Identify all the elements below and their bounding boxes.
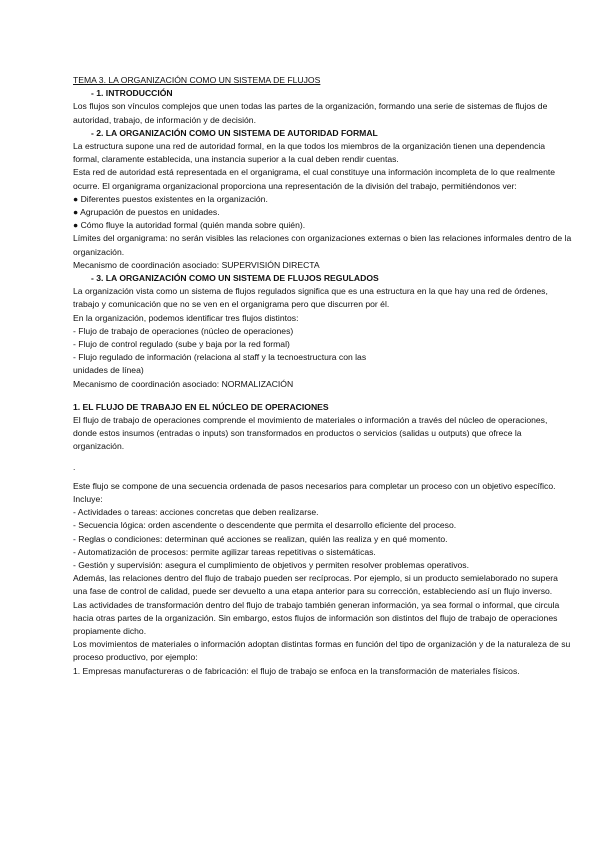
section-2-bullet-1: ● Diferentes puestos existentes en la organización. (73, 193, 268, 204)
section-4-list-item-5: - Gestión y supervisión: asegura el cumplimiento de objetivos y permiten resolver problemas operativos. (73, 559, 469, 570)
section-2-bullet-3: ● Cómo fluye la autoridad formal (quién manda sobre quién). (73, 220, 306, 231)
section-3-heading: - 3. LA ORGANIZACIÓN COMO UN SISTEMA DE FLUJOS REGULADOS (91, 273, 379, 284)
section-2-paragraph-2: Esta red de autoridad está representada en el organigrama, el cual constituye una información incompleta de lo que realmente ocurre. El organigrama organizacional proporciona una representación de la división del trabajo, permitiéndonos ver: (73, 167, 556, 191)
section-4-paragraph-2: Este flujo se compone de una secuencia ordenada de pasos necesarios para completar un proceso con un objetivo específico. Incluye: (73, 480, 556, 504)
section-4-list-item-1: - Actividades o tareas: acciones concretas que deben realizarse. (73, 507, 319, 518)
section-4-dot: . (73, 461, 76, 472)
section-2-bullet-2: ● Agrupación de puestos en unidades. (73, 207, 220, 218)
section-1-paragraph: Los flujos son vínculos complejos que unen todas las partes de la organización, formando una serie de sistemas de flujos de autoridad, trabajo, de información y de decisión. (73, 101, 548, 125)
section-4-heading: 1. EL FLUJO DE TRABAJO EN EL NÚCLEO DE OPERACIONES (73, 401, 329, 412)
section-4-paragraph-1: El flujo de trabajo de operaciones comprende el movimiento de materiales o información a través del núcleo de operaciones, donde estos insumos (entradas o inputs) son transformados en productos o servicios (salidas u outputs) que ofrece la organización. (73, 415, 548, 452)
section-2-heading: - 2. LA ORGANIZACIÓN COMO UN SISTEMA DE AUTORIDAD FORMAL (91, 127, 378, 138)
section-2-paragraph-3: Límites del organigrama: no serán visibles las relaciones con organizaciones externas o bien las relaciones informales dentro de la organización. (73, 233, 572, 257)
document-title: TEMA 3. LA ORGANIZACIÓN COMO UN SISTEMA DE FLUJOS (73, 75, 321, 85)
section-3-list-item-1: - Flujo de trabajo de operaciones (núcleo de operaciones) (73, 325, 294, 336)
section-3-list-item-3: - Flujo regulado de información (relaciona al staff y la tecnoestructura con las (73, 352, 367, 363)
section-2-mechanism: Mecanismo de coordinación asociado: SUPERVISIÓN DIRECTA (73, 259, 320, 270)
section-4-paragraph-5: Los movimientos de materiales o información adoptan distintas formas en función del tipo de organización y de la naturaleza de su proceso productivo, por ejemplo: (73, 639, 571, 663)
section-4-list-item-2: - Secuencia lógica: orden ascendente o descendente que permita el desarrollo eficiente del proceso. (73, 520, 457, 531)
section-3-paragraph-2: En la organización, podemos identificar tres flujos distintos: (73, 312, 299, 323)
section-4-paragraph-4: Las actividades de transformación dentro del flujo de trabajo también generan información, ya sea formal o informal, que circula hacia otras partes de la organización. Sin embargo, estos flujos de información son distintos del flujo de trabajo de operaciones propiamente dicho. (73, 599, 560, 636)
section-2-paragraph-1: La estructura supone una red de autoridad formal, en la que todos los miembros de la organización tienen una dependencia formal, claramente establecida, una instancia superior a la cual deben rendir cuentas. (73, 141, 546, 165)
section-4-example-1: 1. Empresas manufactureras o de fabricación: el flujo de trabajo se enfoca en la transformación de materiales físicos. (73, 665, 520, 676)
section-3-mechanism: Mecanismo de coordinación asociado: NORMALIZACIÓN (73, 378, 294, 389)
section-3-paragraph-1: La organización vista como un sistema de flujos regulados significa que es una estructura en la que hay una red de órdenes, trabajo y comunicación que no se ven en el organigrama pero que discurren por él. (73, 286, 548, 310)
section-1-heading: - 1. INTRODUCCIÓN (91, 88, 173, 99)
section-3-list-item-2: - Flujo de control regulado (sube y baja por la red formal) (73, 339, 290, 350)
section-4-list-item-4: - Automatización de procesos: permite agilizar tareas repetitivas o sistemáticas. (73, 546, 376, 557)
section-3-list-item-3-cont: unidades de línea) (73, 365, 144, 376)
section-4-list-item-3: - Reglas o condiciones: determinan qué acciones se realizan, quién las realiza y en qué momento. (73, 533, 448, 544)
section-4-paragraph-3: Además, las relaciones dentro del flujo de trabajo pueden ser recíprocas. Por ejemplo, si un producto semielaborado no supera una fase de control de calidad, puede ser devuelto a una etapa anterior para su corrección, estableciendo así un flujo inverso. (73, 573, 558, 597)
